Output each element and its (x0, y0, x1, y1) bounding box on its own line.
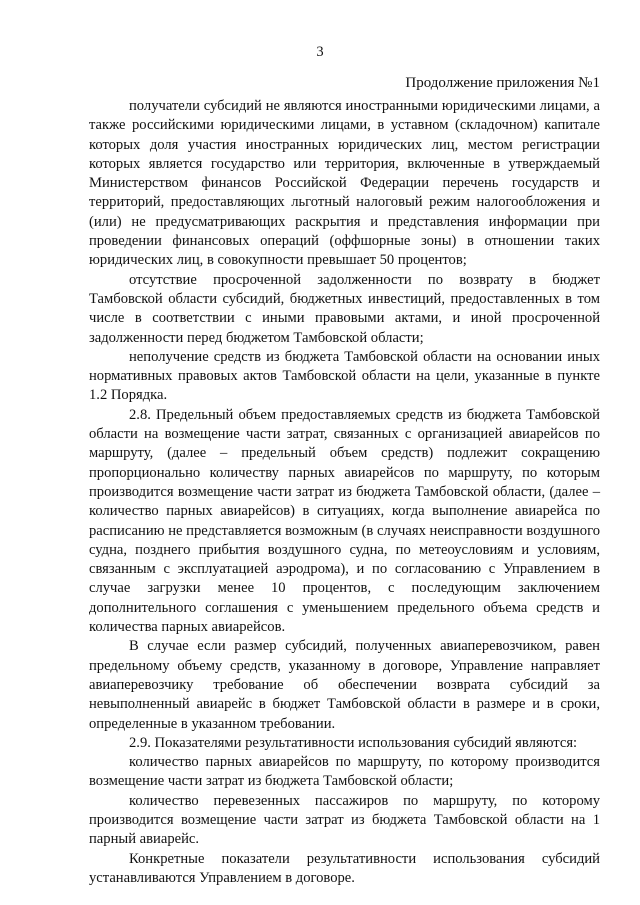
paragraph-indicator-passengers: количество перевезенных пассажиров по маршруту, по которому производится возмещение части затрат из бюджета Тамбовской области на 1 парный авиарейс. (89, 792, 600, 848)
document-body (89, 97, 600, 888)
paragraph-no-other-funds: неполучение средств из бюджета Тамбовской области на основании иных нормативных правовых актов Тамбовской области на цели, указанные в пункте 1.2 Порядка. (89, 348, 600, 404)
paragraph-no-overdue-debt: отсутствие просроченной задолженности по возврату в бюджет Тамбовской области субсидий, бюджетных инвестиций, предоставленных в том числе в соответствии с иными правовыми актами, и иной просроченной задолженности перед бюджетом Тамбовской области; (89, 271, 600, 346)
paragraph-indicator-flights: количество парных авиарейсов по маршруту, по которому производится возмещение части затрат из бюджета Тамбовской области; (89, 754, 600, 790)
paragraph-foreign-entities: получатели субсидий не являются иностранными юридическими лицами, а также российскими юридическими лицами, в уставном (складочном) капитале которых доля участия иностранных юридических лиц, местом регистрации которых является государство или территория, включенные в утверждаемый Министерством финансов Российской Федерации перечень государств и территорий, предоставляющих льготный налоговый режим налогообложения и (или) не предусматривающих раскрытия и представления информации при проведении финансовых операций (оффшорные зоны) в отношении таких юридических лиц, в совокупности превышает 50 процентов; (89, 98, 600, 269)
page-number: 3 (316, 44, 324, 60)
paragraph-refund-requirement: В случае если размер субсидий, полученных авиаперевозчиком, равен предельному объему средств, указанному в договоре, Управление направляет авиаперевозчику требование об обеспечении возврата субсидий за невыполненный авиарейс в бюджет Тамбовской области в размере и в сроки, определенные в указанном требовании. (89, 638, 600, 732)
paragraph-indicators-in-contract: Конкретные показатели результативности использования субсидий устанавливаются Управлением в договоре. (89, 850, 600, 886)
paragraph-2-8-limit-volume: 2.8. Предельный объем предоставляемых средств из бюджета Тамбовской области на возмещение части затрат, связанных с организацией авиарейсов по маршруту, (далее – предельный объем средств) подлежит сокращению пропорционально количеству парных авиарейсов по маршруту, по которым производится возмещение части затрат из бюджета Тамбовской области, (далее – количество парных авиарейсов) в ситуациях, когда выполнение авиарейса по расписанию не представляется возможным (в случаях неисправности воздушного судна, позднего прибытия воздушного судна, по метеоусловиям и условиям, связанным с эксплуатацией аэродрома), и по согласованию с Управлением в случае загрузки менее 10 процентов, с последующим заключением дополнительного соглашения с уменьшением предельного объема средств и количества парных авиарейсов. (89, 406, 600, 636)
paragraph-2-9-indicators: 2.9. Показателями результативности использования субсидий являются: (129, 734, 578, 751)
appendix-continuation-note: Продолжение приложения №1 (405, 75, 600, 91)
